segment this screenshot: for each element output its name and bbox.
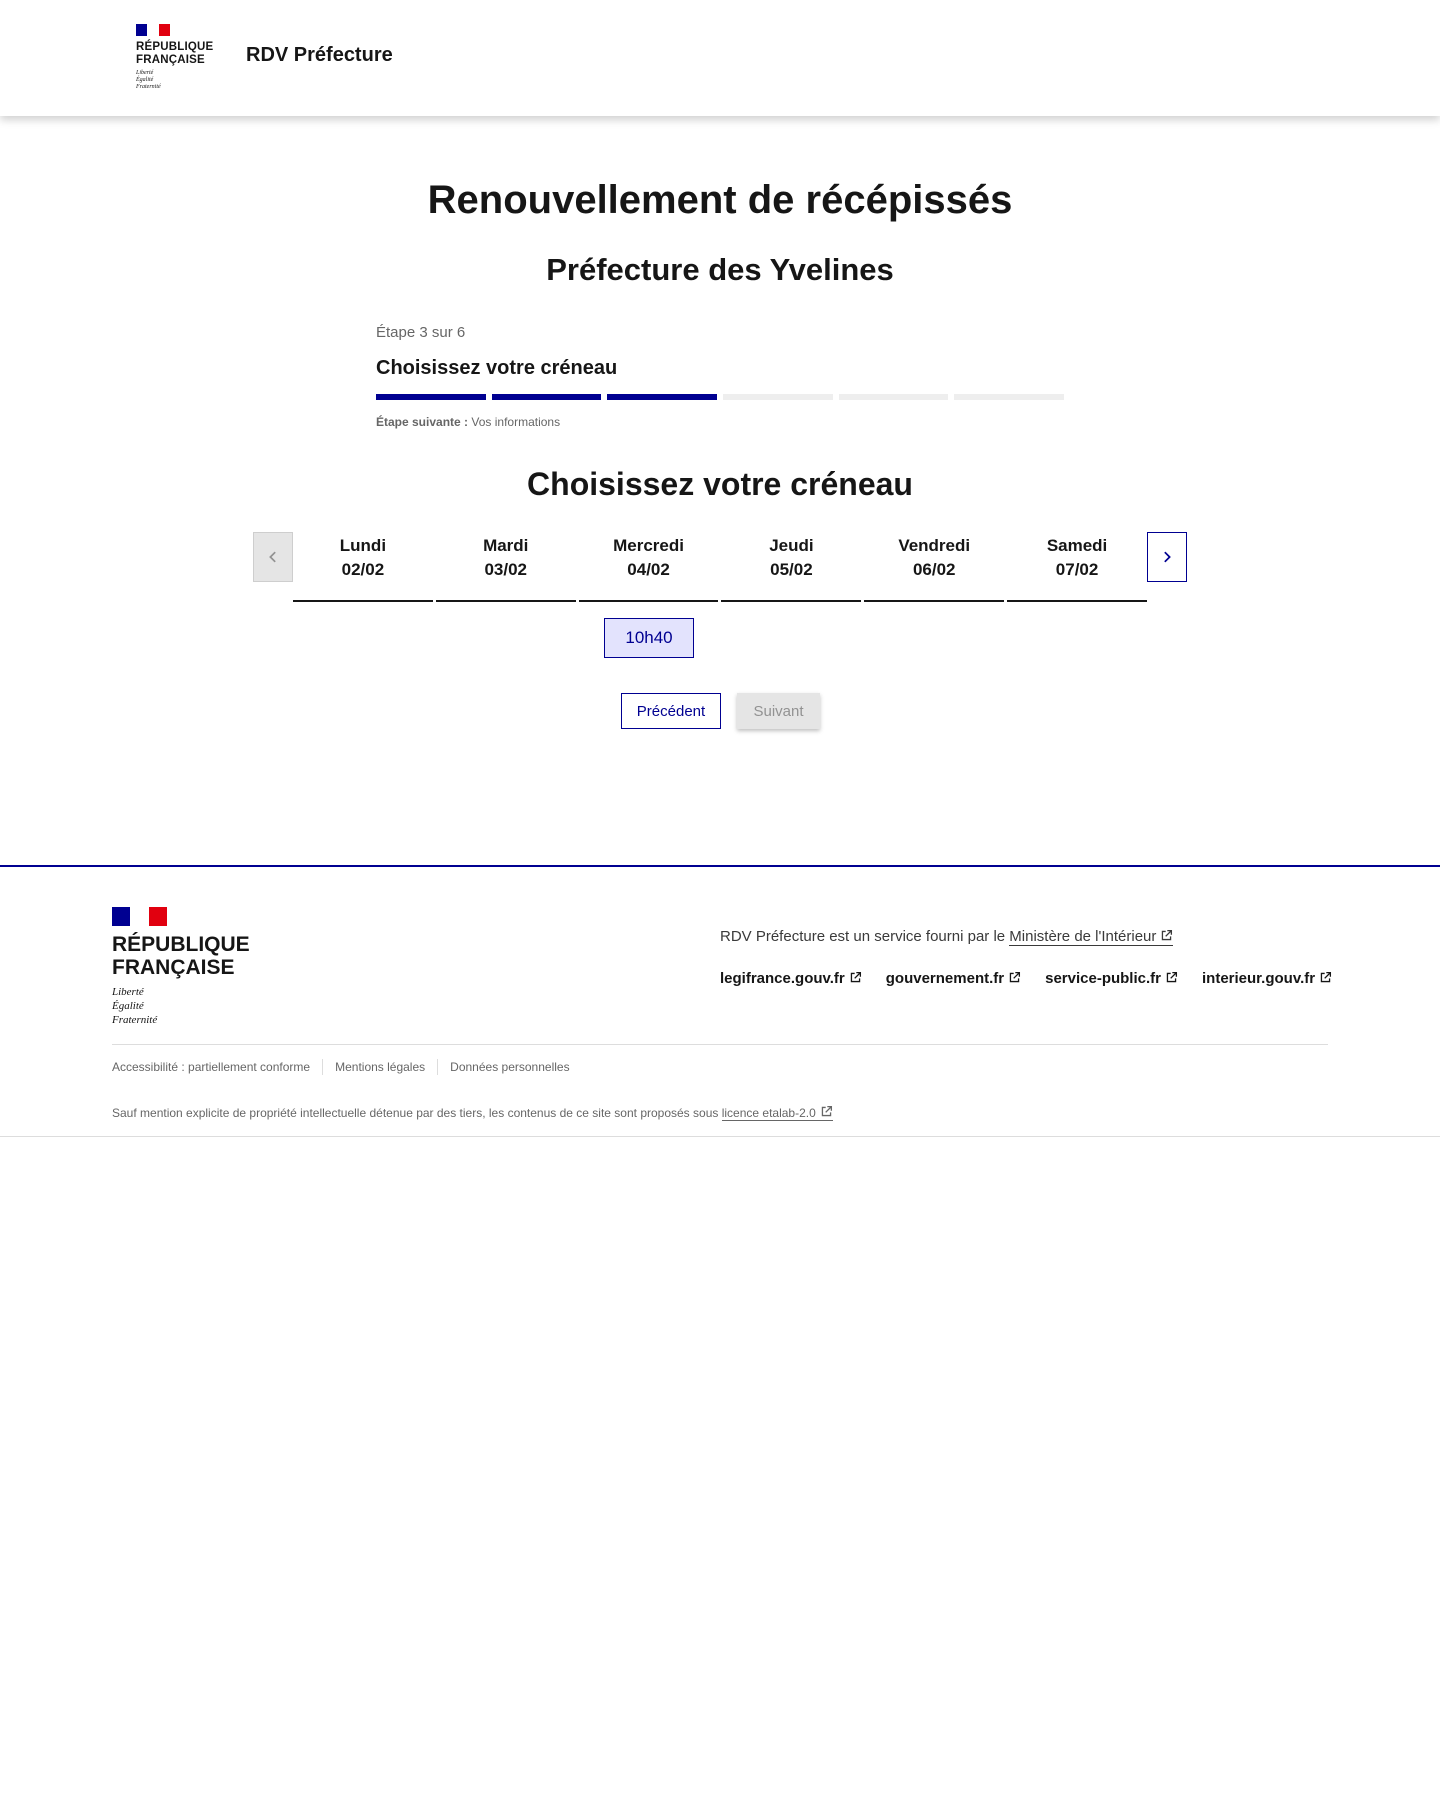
accessibility-link[interactable]: Accessibilité : partiellement conforme (112, 1060, 311, 1074)
footer-description (720, 928, 1173, 945)
external-link-icon (1165, 971, 1178, 984)
republique-francaise-logo[interactable] (136, 24, 226, 91)
external-link-icon (1008, 971, 1021, 984)
stepper-progress (376, 394, 1064, 400)
french-flag-icon (112, 907, 167, 926)
logo-text: RÉPUBLIQUE FRANÇAISE (136, 41, 214, 66)
site-footer (0, 865, 1440, 1137)
stepper-next-step (376, 415, 1064, 429)
footer-licence (112, 1105, 833, 1120)
previous-button[interactable]: Précédent (621, 693, 721, 729)
licence-link[interactable] (722, 1106, 833, 1121)
chevron-left-icon (266, 550, 280, 564)
stepper-segment (607, 394, 717, 400)
day-column-lundi (293, 532, 433, 602)
day-name: Lundi (339, 536, 387, 555)
day-date: 04/02 (627, 560, 670, 579)
day-date: 05/02 (770, 560, 813, 579)
motto (136, 70, 226, 91)
footer-description-text: RDV Préfecture est un service fourni par le (720, 928, 1006, 945)
day-column-mercredi (579, 532, 719, 602)
page-subtitle: Préfecture des Yvelines (546, 252, 894, 287)
stepper-segment (954, 394, 1064, 400)
motto-line: Égalité (112, 1000, 144, 1012)
footer-link-legifrance[interactable] (720, 970, 862, 987)
day-date: 07/02 (1055, 560, 1099, 579)
day-column-samedi (1007, 532, 1147, 602)
legal-notice-link[interactable]: Mentions légales (322, 1059, 437, 1075)
time-slot-button[interactable]: 10h40 (604, 618, 694, 658)
stepper-next-label: Étape suivante : (376, 415, 469, 429)
personal-data-link[interactable]: Données personnelles (437, 1059, 581, 1075)
section-title: Choisissez votre créneau (527, 466, 913, 502)
day-date: 02/02 (341, 560, 385, 579)
next-button-disabled[interactable]: Suivant (737, 693, 820, 729)
motto-line: Égalité (136, 77, 154, 83)
stepper-segment (376, 394, 486, 400)
stepper-segment (723, 394, 833, 400)
day-name: Samedi (1046, 536, 1108, 555)
footer-links (720, 970, 1332, 987)
day-column-jeudi (721, 532, 861, 602)
external-link-icon (820, 1105, 833, 1118)
day-name: Mardi (483, 536, 529, 555)
motto-line: Liberté (112, 986, 144, 998)
motto-line: Fraternité (136, 84, 161, 90)
footer-link-text: interieur.gouv.fr (1202, 970, 1316, 987)
footer-motto (112, 985, 252, 1027)
footer-link-gouvernement[interactable] (886, 970, 1021, 987)
stepper (376, 324, 1064, 429)
calendar-days (293, 532, 1147, 602)
ministere-interieur-link[interactable] (1009, 928, 1173, 946)
calendar-next-button[interactable] (1147, 532, 1187, 582)
footer-bottom-links (112, 1059, 582, 1075)
slot-calendar (253, 532, 1187, 602)
footer-link-interieur[interactable] (1202, 970, 1332, 987)
footer-logo-text: RÉPUBLIQUE FRANÇAISE (112, 933, 250, 979)
footer-republique-francaise-logo[interactable] (112, 907, 252, 1027)
stepper-segment (839, 394, 949, 400)
ministere-interieur-link-text: Ministère de l'Intérieur (1009, 928, 1157, 945)
chevron-right-icon (1160, 550, 1174, 564)
day-name: Vendredi (898, 536, 971, 555)
day-name: Jeudi (769, 536, 814, 555)
stepper-title: Choisissez votre créneau (376, 357, 618, 379)
stepper-segment (492, 394, 602, 400)
footer-link-text: legifrance.gouv.fr (720, 970, 845, 987)
site-header (0, 0, 1440, 116)
external-link-icon (1319, 971, 1332, 984)
footer-link-service-public[interactable] (1045, 970, 1178, 987)
external-link-icon (849, 971, 862, 984)
day-name: Mercredi (613, 536, 684, 555)
footer-divider (112, 1044, 1328, 1045)
day-date: 03/02 (484, 560, 528, 579)
french-flag-icon (136, 24, 170, 36)
day-date: 06/02 (912, 560, 956, 579)
day-column-mardi (436, 532, 576, 602)
page-title: Renouvellement de récépissés (427, 178, 1013, 222)
licence-text: Sauf mention explicite de propriété intellectuelle détenue par des tiers, les contenus de ce site sont proposés sous (112, 1106, 719, 1120)
motto-line: Liberté (136, 70, 154, 76)
stepper-next-value: Vos informations (471, 415, 561, 429)
service-name[interactable]: RDV Préfecture (246, 44, 393, 66)
footer-link-text: gouvernement.fr (885, 970, 1005, 987)
day-column-vendredi (864, 532, 1004, 602)
motto-line: Fraternité (112, 1014, 158, 1026)
stepper-state: Étape 3 sur 6 (376, 324, 466, 341)
calendar-prev-button[interactable] (253, 532, 293, 582)
footer-link-text: service-public.fr (1045, 970, 1161, 987)
licence-link-text: licence etalab-2.0 (721, 1106, 816, 1120)
external-link-icon (1160, 929, 1173, 942)
